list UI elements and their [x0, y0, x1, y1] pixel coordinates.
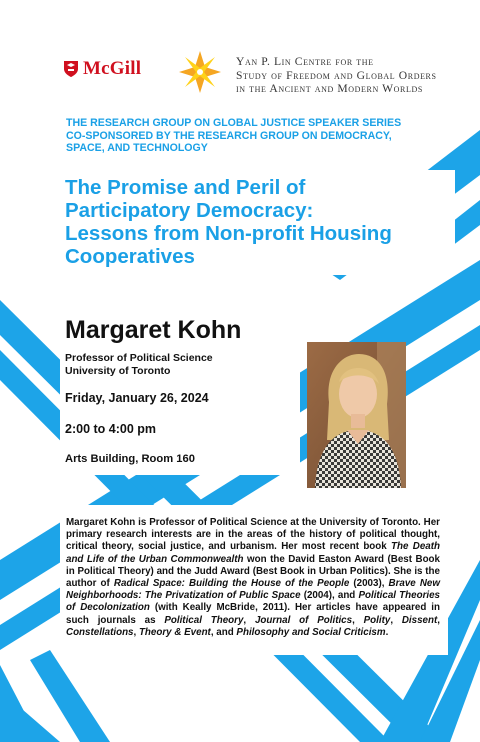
series-line: SPACE, AND TECHNOLOGY: [66, 142, 208, 155]
event-date: Friday, January 26, 2024: [65, 391, 209, 405]
bio-text: ,: [243, 614, 255, 626]
speaker-bio: [66, 517, 440, 639]
talk-title-line: Participatory Democracy:: [65, 199, 314, 222]
talk-title-line: The Promise and Peril of: [65, 176, 306, 199]
book-title: Radical Space: Building the House of the People: [113, 578, 350, 590]
series-heading: [66, 117, 446, 155]
bio-text: won the David Easton Award (Best Book in Political Theory) and the Judd Award (Best Book in Urban Politics). She is the author of: [66, 553, 440, 590]
bio-text: (with Keally McBride, 2011). Her articles have appeared in such journals as: [66, 602, 440, 626]
journal-title: Political Theory: [164, 614, 244, 626]
centre-name-line: Yan P. Lin Centre for the: [236, 55, 374, 68]
event-location: Arts Building, Room 160: [65, 453, 195, 465]
speaker-institution: University of Toronto: [65, 365, 171, 377]
journal-title: Constellations: [66, 626, 134, 638]
bio-text: .: [385, 626, 389, 638]
bio-text: ,: [437, 614, 440, 626]
speaker-position: Professor of Political Science: [65, 352, 213, 364]
journal-title: Polity: [363, 614, 391, 626]
book-title: Political Theories of Decolonization: [66, 590, 440, 614]
journal-title: Philosophy and Social Criticism: [236, 626, 386, 638]
journal-title: Theory & Event: [138, 626, 211, 638]
centre-name-line: in the Ancient and Modern Worlds: [236, 82, 423, 95]
yan-p-lin-centre-star-icon: [178, 50, 222, 94]
mcgill-logo: [63, 58, 141, 80]
mcgill-crest-icon: [63, 60, 79, 78]
bio-text: Margaret Kohn is Professor of Political Science at the University of Toronto. Her primary research interests are in the areas of the history of political thought, critical theory, social justice, and urbanism. Her most recent book: [66, 517, 440, 553]
bio-text: , and: [210, 626, 237, 638]
talk-title: [65, 176, 445, 268]
series-line: THE RESEARCH GROUP ON GLOBAL JUSTICE SPEAKER SERIES: [66, 117, 402, 129]
speaker-portrait-image: [307, 342, 406, 488]
speaker-photo: [307, 342, 406, 488]
speaker-name: Margaret Kohn: [65, 316, 242, 344]
series-line: CO-SPONSORED BY THE RESEARCH GROUP ON DEMOCRACY,: [66, 129, 392, 142]
book-title: The Death and Life of the Urban Commonwealth: [66, 541, 441, 565]
talk-title-line: Lessons from Non-profit Housing: [65, 222, 392, 245]
bio-text: (2003),: [349, 578, 389, 590]
event-time: 2:00 to 4:00 pm: [65, 422, 157, 436]
bio-text: ,: [133, 626, 139, 638]
bio-text: (2004), and: [300, 590, 359, 602]
mcgill-logo-text: McGill: [83, 58, 142, 79]
talk-title-line: Cooperatives: [65, 245, 195, 268]
centre-name: [236, 55, 466, 96]
journal-title: Dissent: [401, 614, 438, 626]
journal-title: Journal of Politics: [254, 614, 353, 626]
speaker-affiliation: [65, 352, 213, 378]
bio-text: ,: [352, 614, 364, 626]
bio-text: ,: [390, 614, 402, 626]
book-title: Brave New Neighborhoods: The Privatization of Public Space: [66, 578, 440, 602]
centre-name-line: Study of Freedom and Global Orders: [236, 68, 437, 82]
